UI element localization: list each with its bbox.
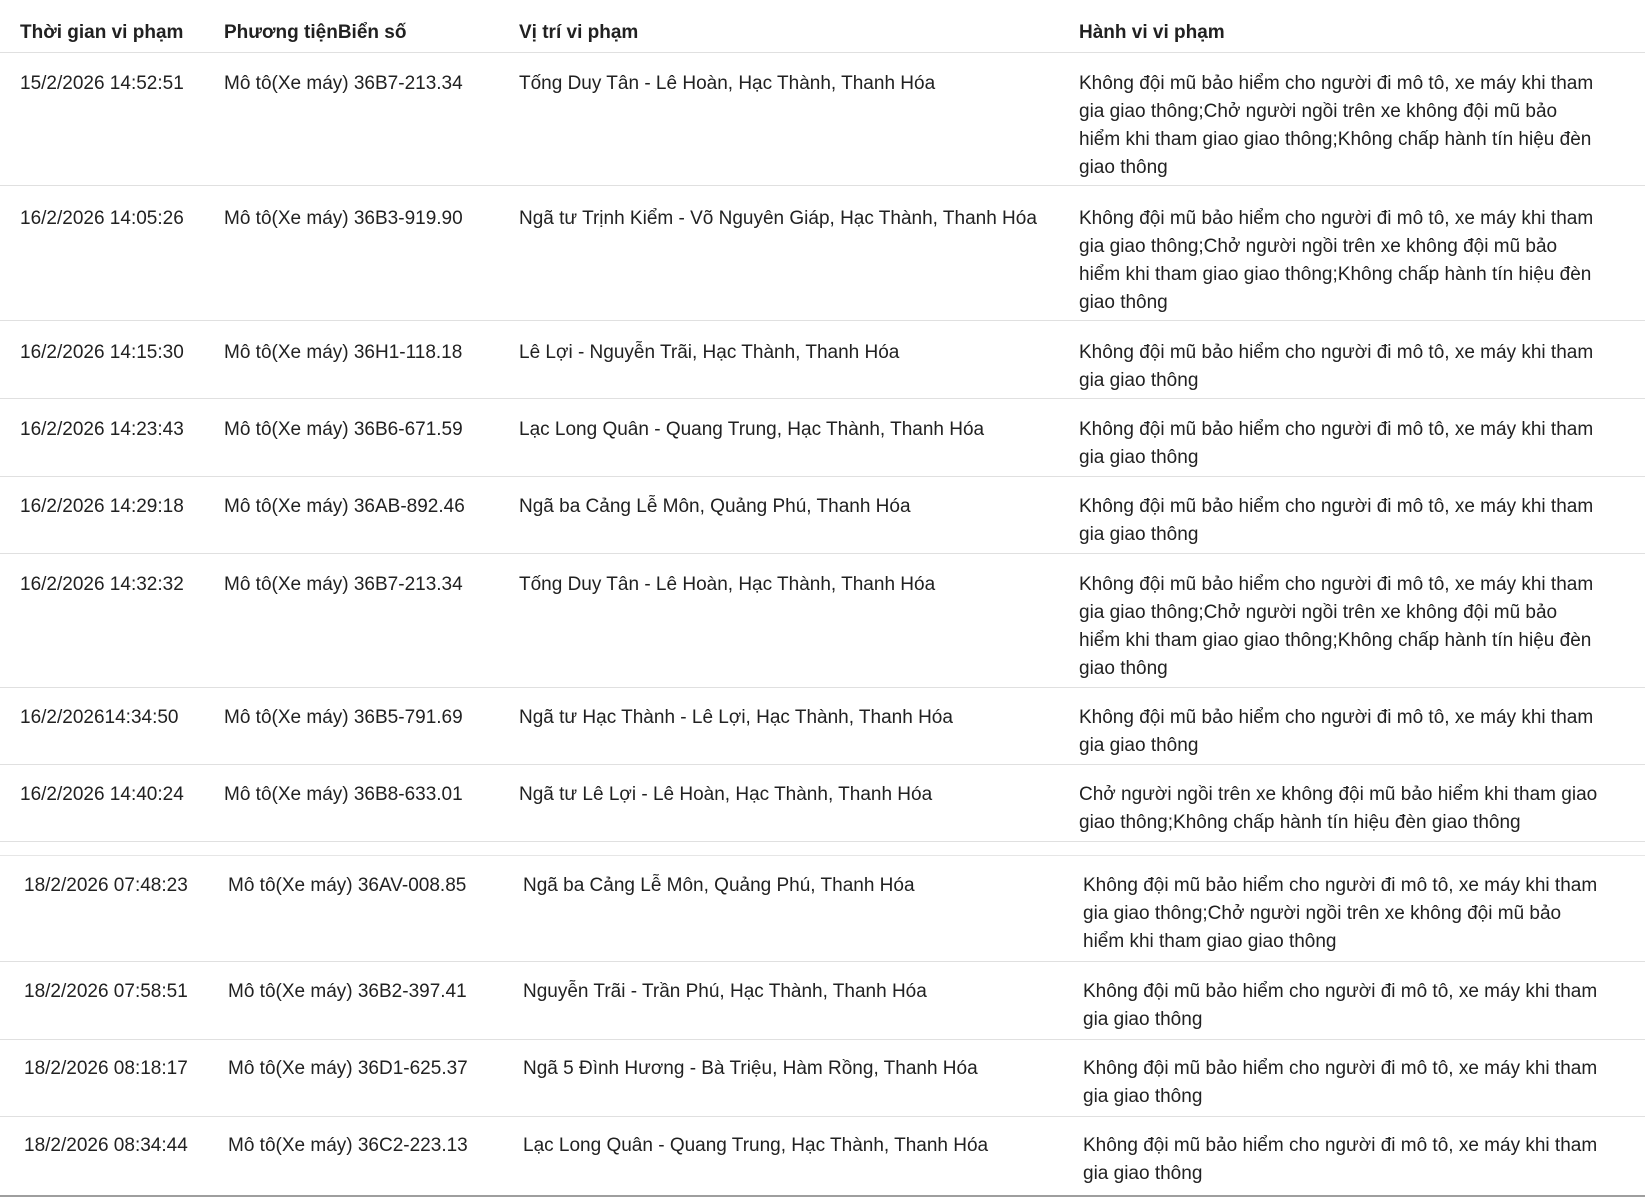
row-location: Ngã ba Cảng Lễ Môn, Quảng Phú, Thanh Hóa — [523, 875, 915, 896]
header-time: Thời gian vi phạm — [20, 22, 184, 43]
row-violation: Không đội mũ bảo hiểm cho người đi mô tô, xe máy khi tham gia giao thông;Chở người ngồi trên xe không đội mũ bảo hiểm khi tham giao giao thông;Không chấp hành tín hiệu đèn giao thông — [1079, 574, 1594, 679]
row-violation: Không đội mũ bảo hiểm cho người đi mô tô, xe máy khi tham gia giao thông — [1083, 1135, 1598, 1184]
row-divider — [0, 1039, 1645, 1040]
row-divider — [0, 185, 1645, 186]
row-time: 16/2/202614:34:50 — [20, 707, 179, 728]
row-violation: Không đội mũ bảo hiểm cho người đi mô tô, xe máy khi tham gia giao thông — [1079, 707, 1594, 756]
row-location: Ngã tư Hạc Thành - Lê Lợi, Hạc Thành, Thanh Hóa — [519, 707, 953, 728]
row-location: Ngã ba Cảng Lễ Môn, Quảng Phú, Thanh Hóa — [519, 496, 911, 517]
row-divider — [0, 1116, 1645, 1117]
row-divider — [0, 398, 1645, 399]
row-location: Nguyễn Trãi - Trần Phú, Hạc Thành, Thanh Hóa — [523, 981, 927, 1002]
header-vehicle: Phương tiệnBiển số — [224, 22, 407, 43]
row-vehicle: Mô tô(Xe máy) 36D1-625.37 — [228, 1058, 468, 1079]
header-location: Vị trí vi phạm — [519, 22, 639, 43]
row-vehicle: Mô tô(Xe máy) 36B7-213.34 — [224, 574, 463, 595]
row-time: 16/2/2026 14:32:32 — [20, 574, 184, 595]
row-vehicle: Mô tô(Xe máy) 36B7-213.34 — [224, 73, 463, 94]
row-vehicle: Mô tô(Xe máy) 36B5-791.69 — [224, 707, 463, 728]
row-divider — [0, 687, 1645, 688]
row-location: Tống Duy Tân - Lê Hoàn, Hạc Thành, Thanh Hóa — [519, 73, 936, 94]
row-violation: Không đội mũ bảo hiểm cho người đi mô tô, xe máy khi tham gia giao thông;Chở người ngồi trên xe không đội mũ bảo hiểm khi tham giao giao thông;Không chấp hành tín hiệu đèn giao thông — [1079, 73, 1594, 178]
row-time: 18/2/2026 07:48:23 — [24, 875, 188, 896]
row-location: Ngã tư Trịnh Kiểm - Võ Nguyên Giáp, Hạc Thành, Thanh Hóa — [519, 208, 1037, 229]
row-divider — [0, 553, 1645, 554]
row-location: Lạc Long Quân - Quang Trung, Hạc Thành, Thanh Hóa — [519, 419, 985, 440]
row-vehicle: Mô tô(Xe máy) 36C2-223.13 — [228, 1135, 468, 1156]
row-time: 16/2/2026 14:29:18 — [20, 496, 184, 517]
row-location: Lạc Long Quân - Quang Trung, Hạc Thành, Thanh Hóa — [523, 1135, 989, 1156]
row-time: 16/2/2026 14:40:24 — [20, 784, 184, 805]
row-vehicle: Mô tô(Xe máy) 36B2-397.41 — [228, 981, 467, 1002]
row-vehicle: Mô tô(Xe máy) 36AV-008.85 — [228, 875, 467, 896]
row-divider — [0, 764, 1645, 765]
section-divider — [0, 855, 1645, 856]
row-violation: Không đội mũ bảo hiểm cho người đi mô tô, xe máy khi tham gia giao thông — [1083, 981, 1598, 1030]
row-time: 18/2/2026 08:18:17 — [24, 1058, 188, 1079]
row-violation: Không đội mũ bảo hiểm cho người đi mô tô, xe máy khi tham gia giao thông;Chở người ngồi trên xe không đội mũ bảo hiểm khi tham giao giao thông — [1083, 875, 1598, 952]
row-violation: Không đội mũ bảo hiểm cho người đi mô tô, xe máy khi tham gia giao thông — [1083, 1058, 1598, 1107]
row-time: 16/2/2026 14:05:26 — [20, 208, 184, 229]
row-time: 18/2/2026 08:34:44 — [24, 1135, 188, 1156]
row-location: Tống Duy Tân - Lê Hoàn, Hạc Thành, Thanh Hóa — [519, 574, 936, 595]
row-vehicle: Mô tô(Xe máy) 36B3-919.90 — [224, 208, 463, 229]
row-time: 18/2/2026 07:58:51 — [24, 981, 188, 1002]
row-time: 15/2/2026 14:52:51 — [20, 73, 184, 94]
row-divider — [0, 841, 1645, 842]
row-divider — [0, 961, 1645, 962]
header-violation: Hành vi vi phạm — [1079, 22, 1225, 43]
row-location: Lê Lợi - Nguyễn Trãi, Hạc Thành, Thanh Hóa — [519, 342, 900, 363]
row-time: 16/2/2026 14:15:30 — [20, 342, 184, 363]
row-vehicle: Mô tô(Xe máy) 36AB-892.46 — [224, 496, 465, 517]
row-vehicle: Mô tô(Xe máy) 36H1-118.18 — [224, 342, 463, 363]
row-vehicle: Mô tô(Xe máy) 36B6-671.59 — [224, 419, 463, 440]
row-violation: Không đội mũ bảo hiểm cho người đi mô tô, xe máy khi tham gia giao thông — [1079, 419, 1594, 468]
row-divider — [0, 320, 1645, 321]
row-time: 16/2/2026 14:23:43 — [20, 419, 184, 440]
row-violation: Không đội mũ bảo hiểm cho người đi mô tô, xe máy khi tham gia giao thông — [1079, 342, 1594, 391]
row-violation: Không đội mũ bảo hiểm cho người đi mô tô, xe máy khi tham gia giao thông — [1079, 496, 1594, 545]
header-divider — [0, 52, 1645, 53]
row-divider — [0, 476, 1645, 477]
row-location: Ngã tư Lê Lợi - Lê Hoàn, Hạc Thành, Thanh Hóa — [519, 784, 933, 805]
row-violation: Chở người ngồi trên xe không đội mũ bảo hiểm khi tham giao giao thông;Không chấp hành tín hiệu đèn giao thông — [1079, 784, 1598, 833]
row-location: Ngã 5 Đình Hương - Bà Triệu, Hàm Rồng, Thanh Hóa — [523, 1058, 978, 1079]
row-vehicle: Mô tô(Xe máy) 36B8-633.01 — [224, 784, 463, 805]
table-bottom-border — [0, 1195, 1645, 1197]
row-violation: Không đội mũ bảo hiểm cho người đi mô tô, xe máy khi tham gia giao thông;Chở người ngồi trên xe không đội mũ bảo hiểm khi tham giao giao thông;Không chấp hành tín hiệu đèn giao thông — [1079, 208, 1594, 313]
